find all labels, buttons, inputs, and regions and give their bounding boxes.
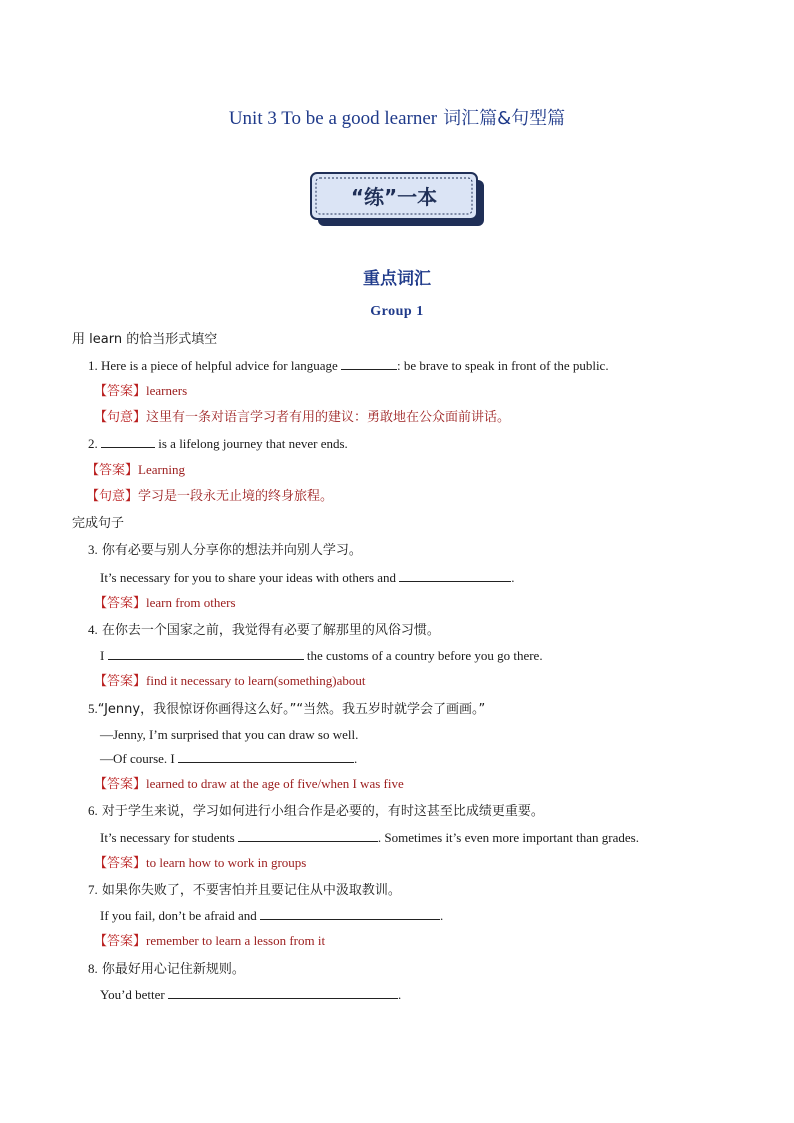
- answer-value: find it necessary to learn(something)about: [146, 673, 366, 688]
- answer-tag: 【答案】: [94, 777, 147, 792]
- question-3-en: [100, 569, 515, 587]
- answer-blank[interactable]: [341, 357, 397, 370]
- title-en: Unit 3 To be a good learner: [228, 108, 438, 129]
- question-3-cn: [88, 541, 362, 560]
- answer-blank[interactable]: [238, 829, 378, 842]
- answer-value: to learn how to work in groups: [146, 855, 307, 870]
- answer-value: learners: [146, 383, 188, 398]
- question-4-en: [100, 647, 543, 665]
- question-text-after: . Sometimes it’s even more important than grades.: [377, 830, 639, 845]
- document-title: [0, 104, 794, 130]
- instruction-fill-blank: 用 learn 的恰当形式填空: [72, 332, 218, 347]
- answer-value: learned to draw at the age of five/when I was five: [146, 776, 404, 791]
- answer-2: [86, 461, 185, 480]
- question-5-line2: [100, 750, 357, 768]
- question-cn-text: 你有必要与别人分享你的想法并向别人学习。: [101, 543, 362, 558]
- meaning-2: [86, 487, 333, 506]
- question-number: 8.: [88, 961, 98, 976]
- answer-3: [94, 594, 236, 613]
- question-cn-text: 如果你失败了，不要害怕并且要记住从中汲取教训。: [101, 883, 401, 898]
- answer-tag: 【答案】: [94, 856, 147, 871]
- question-text-after: .: [440, 908, 444, 923]
- answer-tag: 【答案】: [94, 384, 147, 399]
- banner-badge: [310, 172, 486, 228]
- question-text-after: is a lifelong journey that never ends.: [158, 436, 348, 451]
- meaning-value: 这里有一条对语言学习者有用的建议：勇敢地在公众面前讲话。: [146, 410, 511, 425]
- question-2: [88, 435, 348, 453]
- answer-blank[interactable]: [101, 435, 155, 448]
- question-number: 4.: [88, 622, 98, 637]
- answer-blank[interactable]: [260, 907, 440, 920]
- question-number: 1.: [88, 358, 98, 373]
- answer-1: [94, 382, 187, 401]
- question-text-after: .: [398, 987, 402, 1002]
- question-number: 3.: [88, 542, 98, 557]
- answer-blank[interactable]: [168, 986, 398, 999]
- answer-tag: 【答案】: [94, 596, 147, 611]
- question-text-after: the customs of a country before you go there.: [306, 648, 543, 663]
- question-5-line1: —Jenny, I’m surprised that you can draw so well.: [100, 727, 359, 742]
- question-text-after: : be brave to speak in front of the public.: [397, 358, 609, 373]
- question-number: 5.: [88, 701, 98, 716]
- answer-tag: 【答案】: [94, 934, 147, 949]
- answer-4: [94, 672, 366, 691]
- question-number: 2.: [88, 436, 98, 451]
- instruction-complete-sentences: 完成句子: [72, 516, 125, 531]
- question-4-cn: [88, 621, 440, 640]
- question-cn-text: “Jenny，我很惊讶你画得这么好。”“当然。我五岁时就学会了画画。”: [97, 702, 486, 717]
- answer-value: remember to learn a lesson from it: [146, 933, 326, 948]
- meaning-tag: 【句意】: [94, 410, 147, 425]
- answer-tag: 【答案】: [86, 463, 139, 478]
- answer-blank[interactable]: [108, 647, 304, 660]
- question-5-cn: [88, 700, 485, 719]
- title-cn: 词汇篇&句型篇: [443, 108, 566, 129]
- answer-tag: 【答案】: [94, 674, 147, 689]
- question-number: 6.: [88, 803, 98, 818]
- section-title: 重点词汇: [363, 269, 431, 289]
- answer-value: Learning: [138, 462, 185, 477]
- answer-value: learn from others: [146, 595, 236, 610]
- question-text-before: I: [100, 648, 105, 663]
- question-cn-text: 你最好用心记住新规则。: [101, 962, 245, 977]
- question-cn-text: 在你去一个国家之前，我觉得有必要了解那里的风俗习惯。: [101, 623, 440, 638]
- question-text-after: .: [353, 751, 358, 766]
- question-text-before: You’d better: [100, 987, 165, 1002]
- banner-text: “练”一本: [350, 185, 438, 209]
- meaning-tag: 【句意】: [86, 489, 139, 504]
- question-cn-text: 对于学生来说，学习如何进行小组合作是必要的，有时这甚至比成绩更重要。: [101, 804, 544, 819]
- question-6-cn: [88, 802, 544, 821]
- question-text-before: If you fail, don’t be afraid and: [100, 908, 257, 923]
- question-text-after: .: [511, 570, 515, 585]
- question-text-before: It’s necessary for you to share your ideas with others and: [100, 570, 397, 585]
- question-1: [88, 357, 609, 375]
- meaning-value: 学习是一段永无止境的终身旅程。: [138, 489, 334, 504]
- meaning-1: [94, 408, 510, 427]
- answer-blank[interactable]: [399, 569, 511, 582]
- question-7-cn: [88, 881, 401, 900]
- answer-6: [94, 854, 306, 873]
- answer-blank[interactable]: [178, 750, 354, 763]
- question-text-before: It’s necessary for students: [100, 830, 235, 845]
- question-6-en: [100, 829, 639, 847]
- question-8-en: [100, 986, 401, 1004]
- group-title: Group 1: [370, 304, 424, 319]
- answer-7: [94, 932, 325, 951]
- question-number: 7.: [88, 882, 98, 897]
- answer-5: [94, 775, 404, 794]
- question-8-cn: [88, 960, 245, 979]
- question-text-before: —Of course. I: [100, 751, 175, 766]
- question-7-en: [100, 907, 443, 925]
- question-text-before: Here is a piece of helpful advice for language: [101, 358, 338, 373]
